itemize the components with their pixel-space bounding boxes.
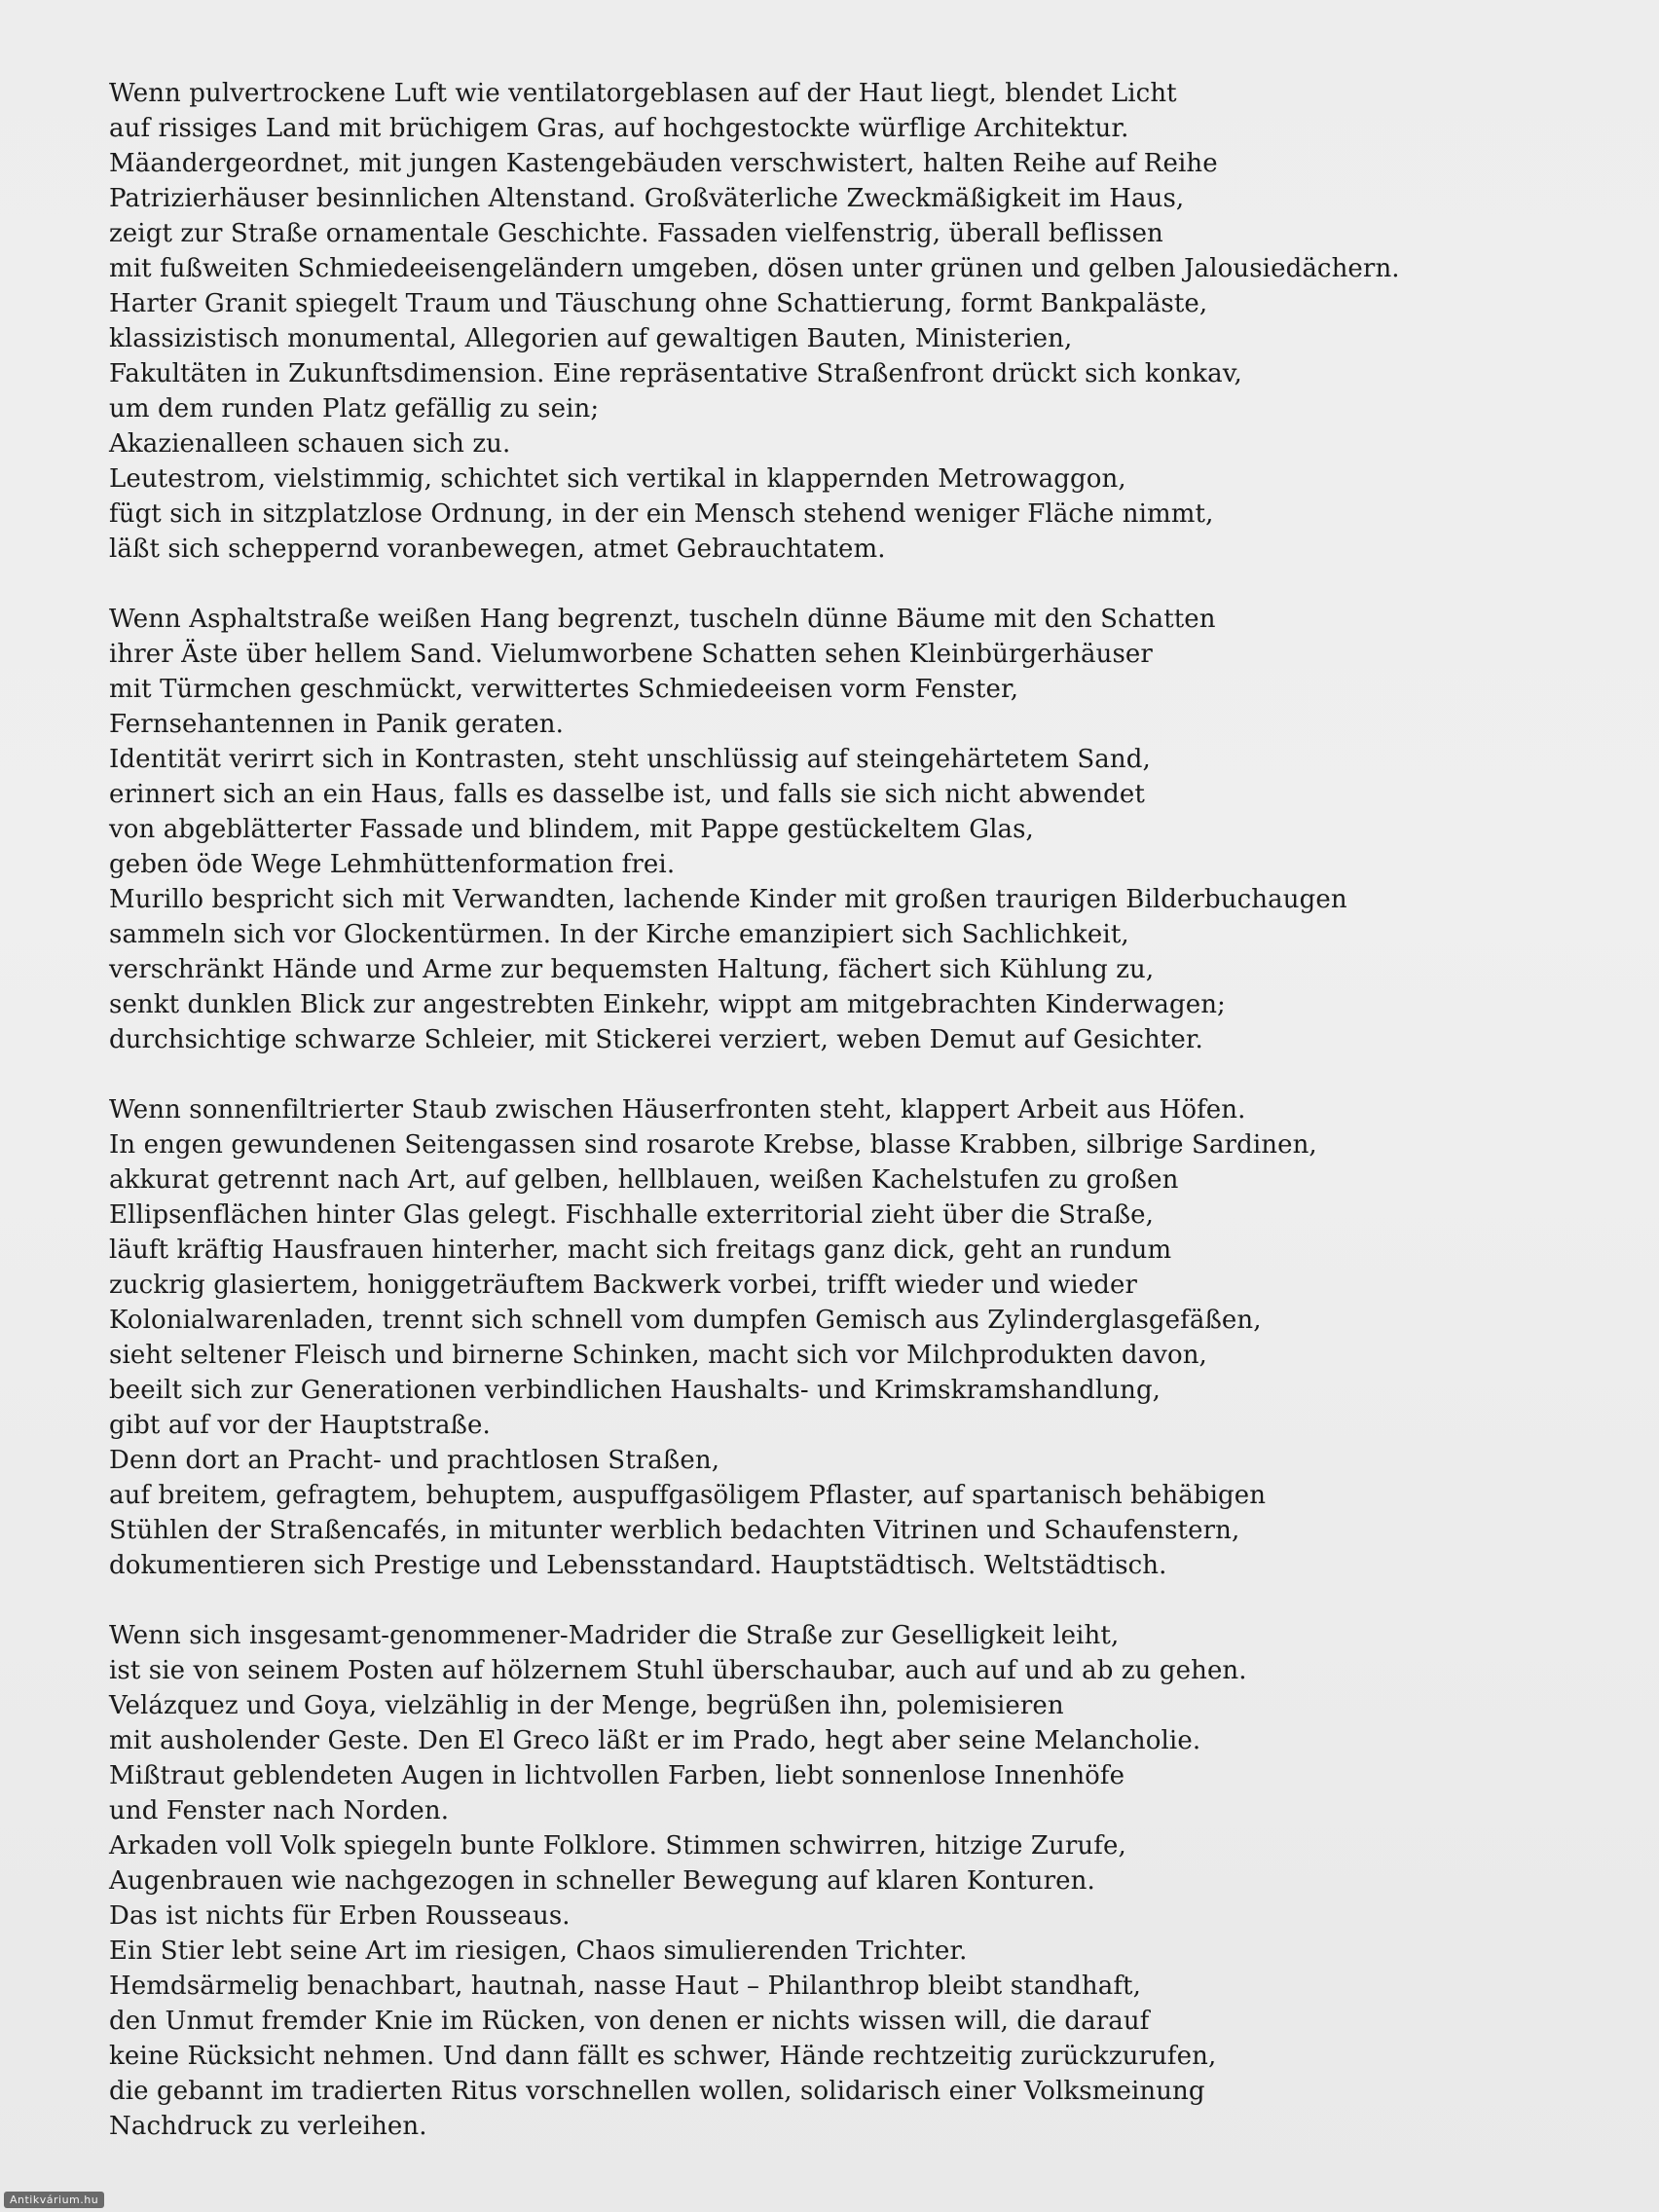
text-line: zeigt zur Straße ornamentale Geschichte. Fassaden vielfenstrig, überall beflissen [109, 219, 1163, 248]
text-line: Wenn pulvertrockene Luft wie ventilatorgeblasen auf der Haut liegt, blendet Licht [109, 79, 1177, 108]
text-line: geben öde Wege Lehmhüttenformation frei. [109, 850, 676, 879]
text-line: verschränkt Hände und Arme zur bequemsten Haltung, fächert sich Kühlung zu, [109, 955, 1155, 984]
text-line: zuckrig glasiertem, honiggeträuftem Backwerk vorbei, trifft wieder und wieder [109, 1271, 1138, 1300]
text-line: Mißtraut geblendeten Augen in lichtvollen Farben, liebt sonnenlose Innenhöfe [109, 1761, 1125, 1790]
text-line: sieht seltener Fleisch und birnerne Schinken, macht sich vor Milchprodukten davon, [109, 1341, 1207, 1370]
stanza-1 [109, 76, 1550, 567]
text-line: Mäandergeordnet, mit jungen Kastengebäuden verschwistert, halten Reihe auf Reihe [109, 149, 1218, 178]
text-line: Hemdsärmelig benachbart, hautnah, nasse Haut – Philanthrop bleibt standhaft, [109, 1972, 1141, 2001]
text-line: Wenn sich insgesamt-genommener-Madrider die Straße zur Geselligkeit leiht, [109, 1621, 1120, 1650]
text-line: auf rissiges Land mit brüchigem Gras, auf hochgestockte würflige Architektur. [109, 114, 1129, 143]
text-line: Ellipsenflächen hinter Glas gelegt. Fischhalle exterritorial zieht über die Straße, [109, 1200, 1155, 1230]
watermark-label: Antikvárium.hu [4, 2192, 104, 2208]
text-line: durchsichtige schwarze Schleier, mit Stickerei verziert, weben Demut auf Gesichter. [109, 1025, 1203, 1054]
text-line: läßt sich scheppernd voranbewegen, atmet Gebrauchtatem. [109, 535, 886, 564]
text-line: läuft kräftig Hausfrauen hinterher, macht sich freitags ganz dick, geht an rundum [109, 1235, 1172, 1265]
text-line: um dem runden Platz gefällig zu sein; [109, 394, 600, 424]
text-line: akkurat getrennt nach Art, auf gelben, hellblauen, weißen Kachelstufen zu großen [109, 1165, 1179, 1195]
text-line: In engen gewundenen Seitengassen sind rosarote Krebse, blasse Krabben, silbrige Sardinen, [109, 1130, 1317, 1160]
text-line: von abgeblätterter Fassade und blindem, mit Pappe gestückeltem Glas, [109, 815, 1034, 844]
stanza-2 [109, 602, 1550, 1057]
text-line: Das ist nichts für Erben Rousseaus. [109, 1901, 571, 1931]
text-line: die gebannt im tradierten Ritus vorschnellen wollen, solidarisch einer Volksmeinung [109, 2077, 1205, 2106]
text-line: Identität verirrt sich in Kontrasten, steht unschlüssig auf steingehärtetem Sand, [109, 745, 1151, 774]
text-line: Velázquez und Goya, vielzählig in der Menge, begrüßen ihn, polemisieren [109, 1691, 1064, 1720]
text-line: erinnert sich an ein Haus, falls es dasselbe ist, und falls sie sich nicht abwendet [109, 780, 1145, 809]
text-line: auf breitem, gefragtem, behuptem, auspuffgasöligem Pflaster, auf spartanisch behäbigen [109, 1481, 1267, 1510]
text-line: den Unmut fremder Knie im Rücken, von denen er nichts wissen will, die darauf [109, 2007, 1150, 2036]
text-line: Stühlen der Straßencafés, in mitunter werblich bedachten Vitrinen und Schaufenstern, [109, 1516, 1240, 1545]
text-line: mit Türmchen geschmückt, verwittertes Schmiedeeisen vorm Fenster, [109, 675, 1019, 704]
text-line: ist sie von seinem Posten auf hölzernem Stuhl überschaubar, auch auf und ab zu gehen. [109, 1656, 1247, 1685]
text-line: Fakultäten in Zukunftsdimension. Eine repräsentative Straßenfront drückt sich konkav, [109, 359, 1242, 388]
text-line: klassizistisch monumental, Allegorien auf gewaltigen Bauten, Ministerien, [109, 324, 1073, 353]
text-line: Patrizierhäuser besinnlichen Altenstand. Großväterliche Zweckmäßigkeit im Haus, [109, 184, 1185, 213]
text-line: ihrer Äste über hellem Sand. Vielumworbene Schatten sehen Kleinbürgerhäuser [109, 640, 1153, 669]
text-line: senkt dunklen Blick zur angestrebten Einkehr, wippt am mitgebrachten Kinderwagen; [109, 990, 1226, 1019]
text-line: mit ausholender Geste. Den El Greco läßt er im Prado, hegt aber seine Melancholie. [109, 1726, 1201, 1755]
text-line: Wenn Asphaltstraße weißen Hang begrenzt, tuscheln dünne Bäume mit den Schatten [109, 605, 1216, 634]
text-line: Harter Granit spiegelt Traum und Täuschung ohne Schattierung, formt Bankpaläste, [109, 289, 1208, 318]
text-line: Wenn sonnenfiltrierter Staub zwischen Häuserfronten steht, klappert Arbeit aus Höfen. [109, 1095, 1246, 1124]
text-line: Leutestrom, vielstimmig, schichtet sich vertikal in klappernden Metrowaggon, [109, 464, 1126, 494]
text-line: dokumentieren sich Prestige und Lebensstandard. Hauptstädtisch. Weltstädtisch. [109, 1551, 1167, 1580]
text-line: Kolonialwarenladen, trennt sich schnell vom dumpfen Gemisch aus Zylinderglasgefäßen, [109, 1306, 1262, 1335]
stanza-4 [109, 1618, 1550, 2144]
text-line: und Fenster nach Norden. [109, 1796, 450, 1825]
text-line: Fernsehantennen in Panik geraten. [109, 710, 564, 739]
text-line: Denn dort an Pracht- und prachtlosen Straßen, [109, 1446, 720, 1475]
text-line: beeilt sich zur Generationen verbindlichen Haushalts- und Krimskramshandlung, [109, 1376, 1161, 1405]
text-line: Augenbrauen wie nachgezogen in schneller Bewegung auf klaren Konturen. [109, 1866, 1095, 1896]
text-line: gibt auf vor der Hauptstraße. [109, 1411, 491, 1440]
text-line: Akazienalleen schauen sich zu. [109, 429, 511, 459]
text-line: Ein Stier lebt seine Art im riesigen, Chaos simulierenden Trichter. [109, 1936, 968, 1966]
text-line: fügt sich in sitzplatzlose Ordnung, in der ein Mensch stehend weniger Fläche nimmt, [109, 499, 1214, 529]
text-line: mit fußweiten Schmiedeeisengeländern umgeben, dösen unter grünen und gelben Jalousiedächern. [109, 254, 1400, 283]
text-line: Arkaden voll Volk spiegeln bunte Folklore. Stimmen schwirren, hitzige Zurufe, [109, 1831, 1126, 1861]
poem-text-block [109, 76, 1550, 2179]
text-line: keine Rücksicht nehmen. Und dann fällt es schwer, Hände rechtzeitig zurückzurufen, [109, 2042, 1217, 2071]
stanza-3 [109, 1092, 1550, 1583]
text-line: Murillo bespricht sich mit Verwandten, lachende Kinder mit großen traurigen Bilderbuchaugen [109, 885, 1347, 914]
text-line: sammeln sich vor Glockentürmen. In der Kirche emanzipiert sich Sachlichkeit, [109, 920, 1129, 949]
text-line: Nachdruck zu verleihen. [109, 2112, 427, 2141]
